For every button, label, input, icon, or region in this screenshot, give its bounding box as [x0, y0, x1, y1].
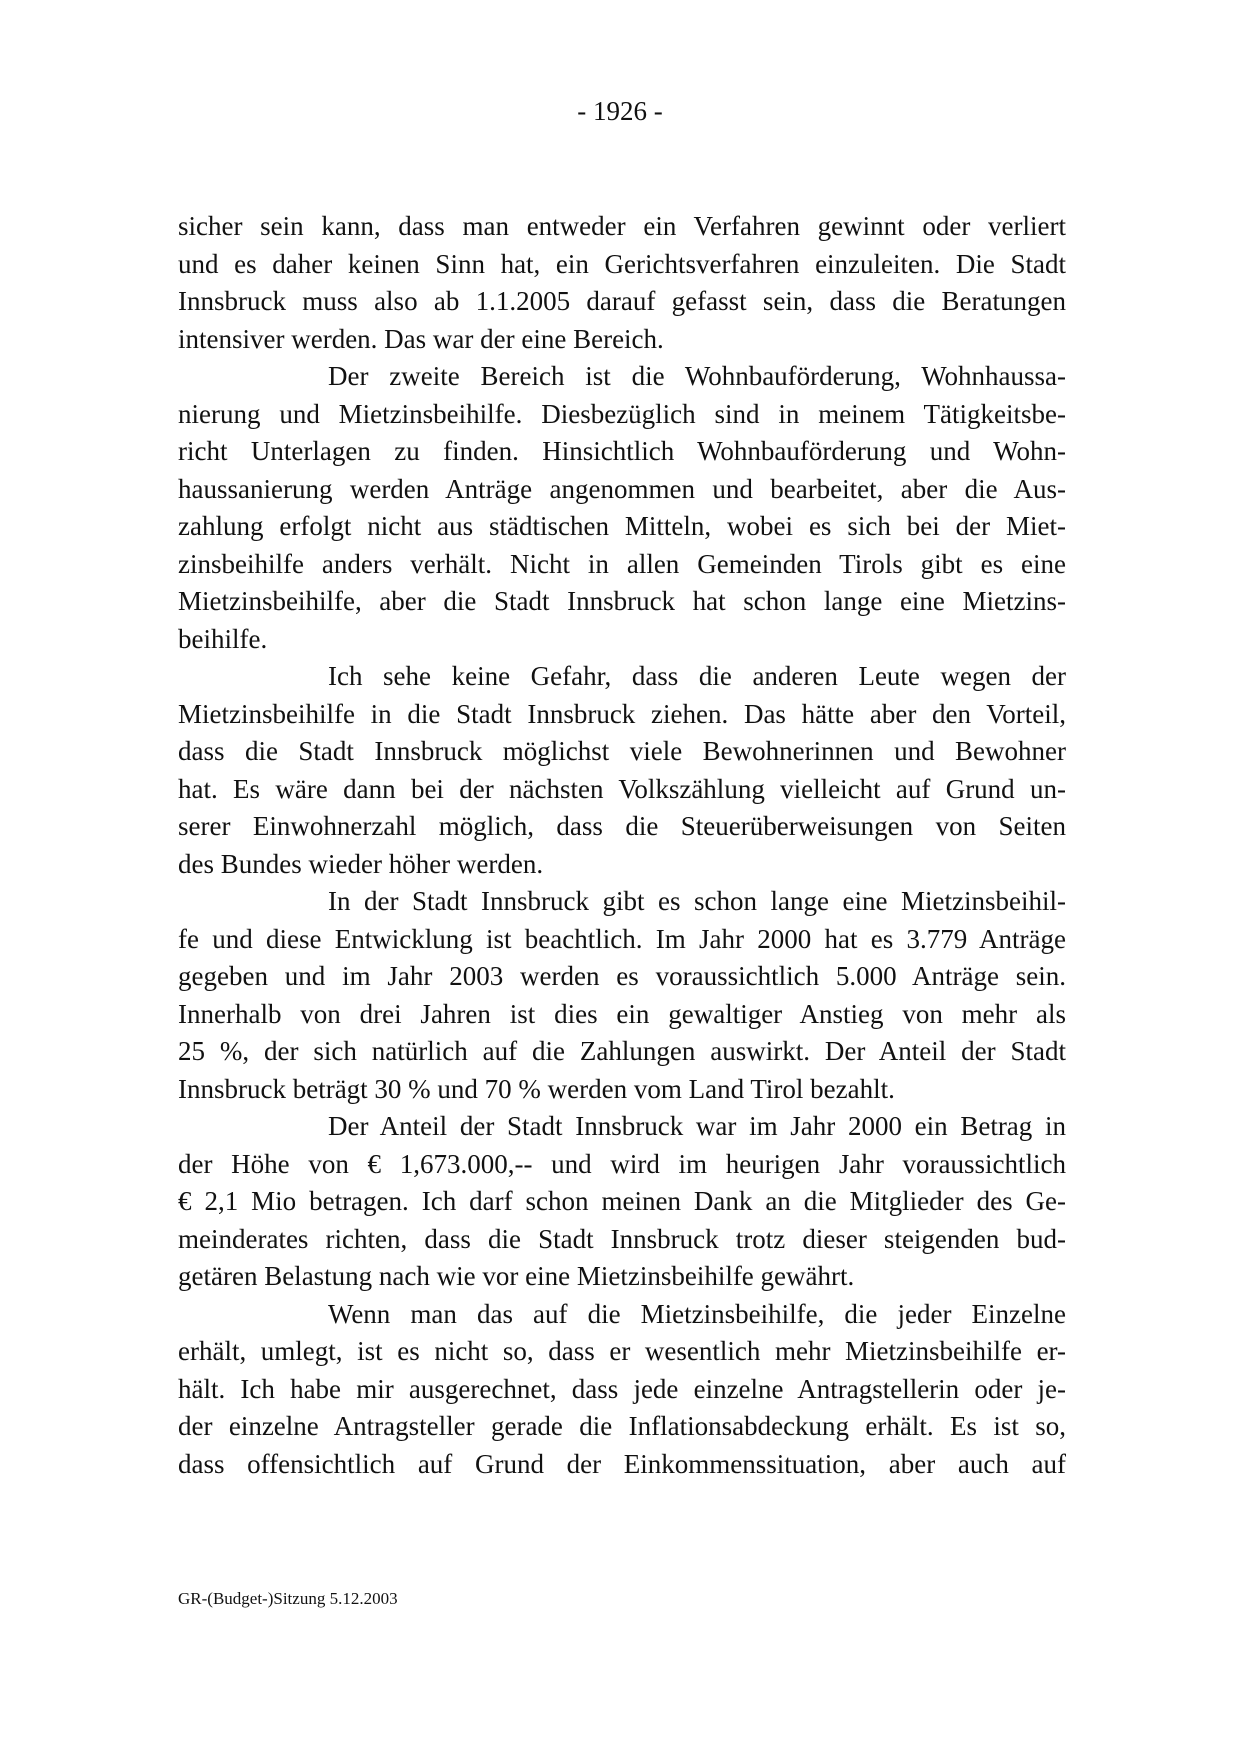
text-line: meinderates richten, dass die Stadt Innsbruck trotz dieser steigenden bud-	[178, 1223, 1066, 1254]
text-line: intensiver werden. Das war der eine Bereich.	[178, 323, 664, 354]
text-line: nierung und Mietzinsbeihilfe. Diesbezüglich sind in meinem Tätigkeitsbe-	[178, 398, 1066, 429]
text-line: Mietzinsbeihilfe, aber die Stadt Innsbruck hat schon lange eine Mietzins-	[178, 586, 1066, 616]
text-line: zahlung erfolgt nicht aus städtischen Mitteln, wobei es sich bei der Miet-	[178, 511, 1066, 541]
text-line: richt Unterlagen zu finden. Hinsichtlich Wohnbauförderung und Wohn-	[178, 436, 1066, 466]
text-line: Wenn man das auf die Mietzinsbeihilfe, die jeder Einzelne	[328, 1298, 1066, 1329]
text-line: hält. Ich habe mir ausgerechnet, dass jede einzelne Antragstellerin oder je-	[178, 1373, 1066, 1404]
text-line: dass offensichtlich auf Grund der Einkommenssituation, aber auch auf	[178, 1448, 1066, 1479]
text-line: Innsbruck beträgt 30 % und 70 % werden vom Land Tirol bezahlt.	[178, 1073, 895, 1104]
text-line: der einzelne Antragsteller gerade die Inflationsabdeckung erhält. Es ist so,	[178, 1411, 1066, 1441]
text-line: sicher sein kann, dass man entweder ein Verfahren gewinnt oder verliert	[178, 211, 1066, 241]
body-text	[178, 208, 1066, 1483]
text-line: fe und diese Entwicklung ist beachtlich. Im Jahr 2000 hat es 3.779 Anträge	[178, 923, 1066, 954]
text-line: In der Stadt Innsbruck gibt es schon lange eine Mietzinsbeihil-	[328, 886, 1066, 916]
text-line: 25 %, der sich natürlich auf die Zahlungen auswirkt. Der Anteil der Stadt	[178, 1036, 1066, 1066]
text-line: erhält, umlegt, ist es nicht so, dass er wesentlich mehr Mietzinsbeihilfe er-	[178, 1336, 1066, 1366]
text-line: der Höhe von € 1,673.000,-- und wird im heurigen Jahr voraussichtlich	[178, 1148, 1066, 1179]
text-line: serer Einwohnerzahl möglich, dass die Steuerüberweisungen von Seiten	[178, 811, 1066, 841]
text-line: Mietzinsbeihilfe in die Stadt Innsbruck ziehen. Das hätte aber den Vorteil,	[178, 698, 1066, 729]
text-line: getären Belastung nach wie vor eine Mietzinsbeihilfe gewährt.	[178, 1261, 855, 1291]
text-line: hat. Es wäre dann bei der nächsten Volkszählung vielleicht auf Grund un-	[178, 773, 1066, 804]
page-number: - 1926 -	[577, 96, 663, 126]
text-line: € 2,1 Mio betragen. Ich darf schon meinen Dank an die Mitglieder des Ge-	[178, 1186, 1066, 1216]
text-line: zinsbeihilfe anders verhält. Nicht in allen Gemeinden Tirols gibt es eine	[178, 548, 1066, 579]
text-line: Innerhalb von drei Jahren ist dies ein gewaltiger Anstieg von mehr als	[178, 998, 1066, 1029]
text-line: haussanierung werden Anträge angenommen und bearbeitet, aber die Aus-	[178, 473, 1066, 504]
text-line: und es daher keinen Sinn hat, ein Gerichtsverfahren einzuleiten. Die Stadt	[178, 248, 1066, 279]
text-line: dass die Stadt Innsbruck möglichst viele Bewohnerinnen und Bewohner	[178, 736, 1066, 766]
text-line: des Bundes wieder höher werden.	[178, 848, 544, 879]
text-line: beihilfe.	[178, 623, 268, 654]
footer-session-label: GR-(Budget-)Sitzung 5.12.2003	[178, 1589, 398, 1608]
text-line: Ich sehe keine Gefahr, dass die anderen Leute wegen der	[328, 661, 1066, 691]
text-line: Der zweite Bereich ist die Wohnbauförderung, Wohnhaussa-	[328, 361, 1066, 391]
text-line: Der Anteil der Stadt Innsbruck war im Jahr 2000 ein Betrag in	[328, 1111, 1066, 1141]
text-line: gegeben und im Jahr 2003 werden es voraussichtlich 5.000 Anträge sein.	[178, 961, 1066, 991]
text-line: Innsbruck muss also ab 1.1.2005 darauf gefasst sein, dass die Beratungen	[178, 286, 1066, 316]
